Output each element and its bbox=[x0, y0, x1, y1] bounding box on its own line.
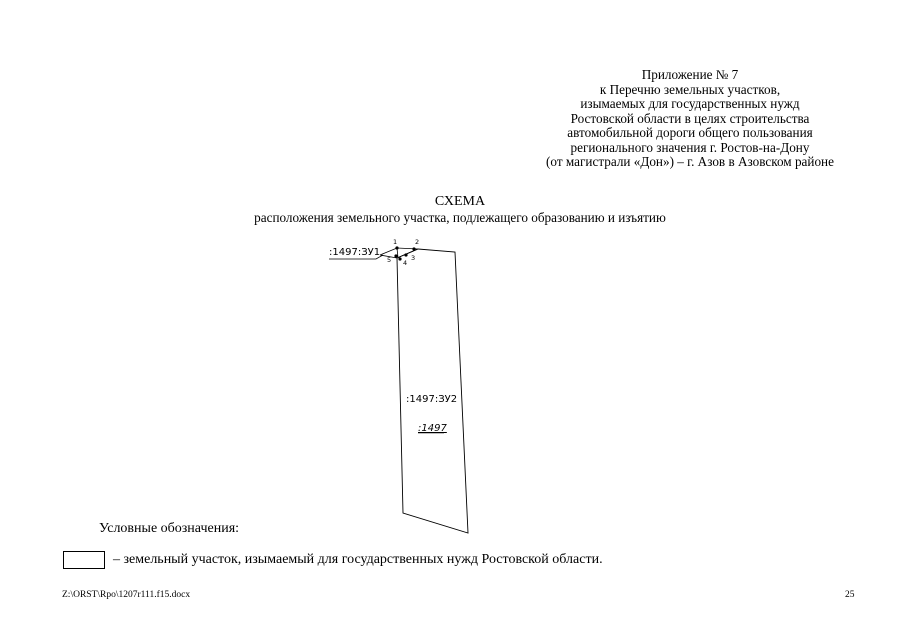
footer-file-path: Z:\ORST\Rpo\1207r111.f15.docx bbox=[62, 590, 191, 600]
existing-parcel-label: :1497 bbox=[418, 423, 447, 434]
point-2-marker bbox=[412, 247, 415, 250]
header-line: регионального значения г. Ростов-на-Дону bbox=[570, 139, 810, 155]
legend-title: Условные обозначения: bbox=[99, 521, 240, 536]
header-line: Приложение № 7 bbox=[641, 67, 739, 82]
parcel-2-boundary bbox=[397, 249, 468, 533]
point-1-marker bbox=[395, 246, 398, 249]
scheme-subheading: расположения земельного участка, подлежащего образованию и изъятию bbox=[254, 210, 666, 225]
point-5-label: 5 bbox=[387, 256, 392, 264]
point-2-label: 2 bbox=[415, 238, 420, 246]
parcel-2-label: :1497:ЗУ2 bbox=[406, 394, 458, 405]
scheme-heading: СХЕМА bbox=[434, 194, 486, 209]
point-4-marker bbox=[398, 257, 401, 260]
parcel-1-label: :1497:ЗУ1 bbox=[329, 247, 381, 258]
point-4-label: 4 bbox=[403, 259, 408, 267]
point-5-marker bbox=[394, 254, 397, 257]
legend-item-text: – земельный участок, изымаемый для государственных нужд Ростовской области. bbox=[113, 552, 603, 567]
legend-item bbox=[63, 550, 603, 570]
header-line: автомобильной дороги общего пользования bbox=[567, 125, 813, 140]
header-line: к Перечню земельных участков, bbox=[599, 81, 781, 97]
header-line: изымаемых для государственных нужд bbox=[580, 96, 800, 111]
point-3-label: 3 bbox=[411, 254, 416, 262]
point-1-label: 1 bbox=[393, 238, 398, 246]
footer-page-number: 25 bbox=[845, 590, 855, 600]
header-line: (от магистрали «Дон») – г. Азов в Азовском районе bbox=[546, 154, 834, 169]
header-line: Ростовской области в целях строительства bbox=[570, 110, 810, 126]
legend-swatch bbox=[63, 551, 105, 569]
point-3-marker bbox=[404, 253, 407, 256]
